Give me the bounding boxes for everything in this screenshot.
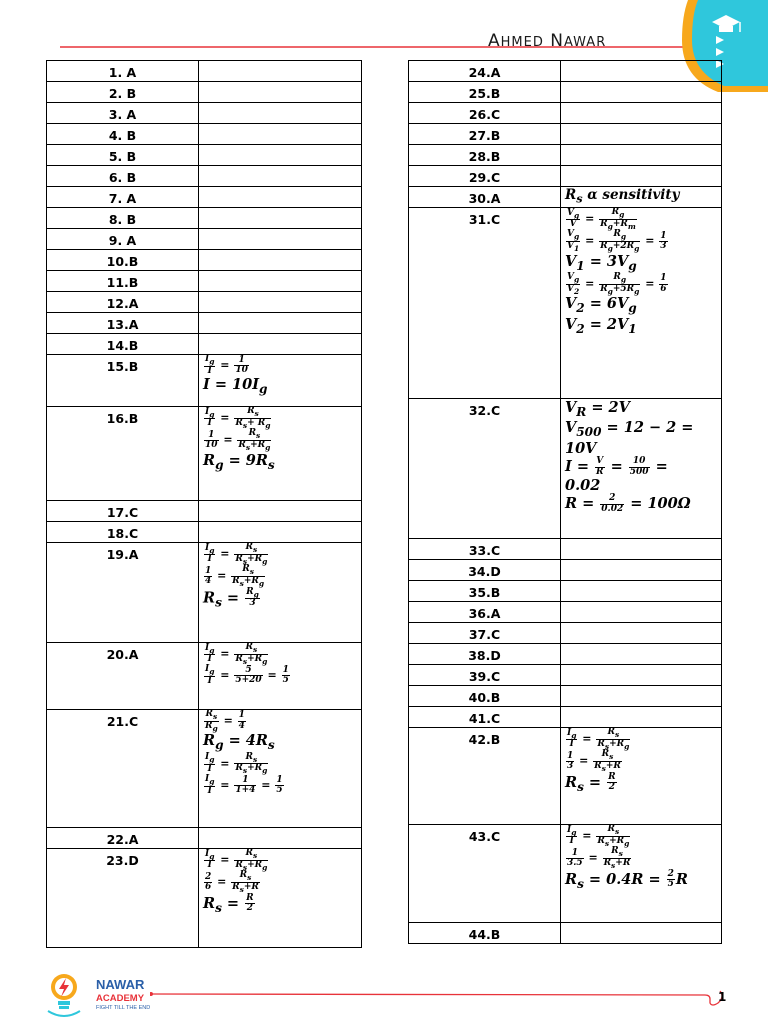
question-number: 41.C	[409, 707, 561, 728]
question-number: 12.A	[47, 292, 199, 313]
question-number: 13.A	[47, 313, 199, 334]
equation: $\frac{I_g}{I}$ = $\frac{R_s}{R_s+R_g}$	[205, 542, 268, 566]
solution-cell	[561, 166, 722, 187]
question-number: 18.C	[47, 522, 199, 543]
question-number: 17.C	[47, 501, 199, 522]
nawar-academy-logo	[44, 967, 154, 1023]
question-number: 22.A	[47, 828, 199, 849]
question-number: 32.C	[409, 399, 561, 539]
question-number: 28.B	[409, 145, 561, 166]
table-row	[409, 686, 722, 707]
table-row	[47, 124, 362, 145]
question-number: 10.B	[47, 250, 199, 271]
solution-cell	[199, 501, 362, 522]
equation: $V_1 = 3V_g$	[565, 252, 637, 273]
equation: $R_g = 4R_s$	[203, 732, 275, 753]
table-row	[409, 825, 722, 923]
equation: $\frac{I_g}{I}$ = $\frac{R_s}{R_s+R_g}$	[205, 751, 268, 776]
solution-cell	[561, 923, 722, 944]
table-row	[47, 543, 362, 643]
table-row	[409, 187, 722, 208]
question-number: 5. B	[47, 145, 199, 166]
equation: $V_{500} = 12 - 2$ =	[565, 419, 694, 440]
question-number: 4. B	[47, 124, 199, 145]
table-row	[47, 643, 362, 710]
table-row	[409, 602, 722, 623]
equation: $\frac{I_g}{I}$ = $\frac{R_s}{R_s+R_g}$	[205, 642, 268, 666]
question-number: 29.C	[409, 166, 561, 187]
equation: 10V	[565, 439, 597, 457]
author-name: AHMED NAWAR	[488, 31, 607, 51]
solution-cell	[561, 82, 722, 103]
solution-cell	[561, 399, 722, 539]
table-row	[47, 82, 362, 103]
question-number: 43.C	[409, 825, 561, 923]
equation: $V_R = 2V$	[565, 399, 630, 419]
equation: $\frac{I_g}{I}$ = $\frac{R_s}{R_s+R_g}$	[567, 727, 630, 751]
solution-cell	[561, 623, 722, 644]
equation: $R_s$ α sensitivity	[565, 187, 680, 206]
table-row	[47, 229, 362, 250]
solution-cell	[561, 145, 722, 166]
question-number: 7. A	[47, 187, 199, 208]
solution-cell	[561, 61, 722, 82]
table-row	[47, 61, 362, 82]
question-number: 8. B	[47, 208, 199, 229]
question-number: 25.B	[409, 82, 561, 103]
equation: $R_s$ = $\frac{R}{2}$	[565, 771, 616, 794]
table-row	[409, 581, 722, 602]
table-row	[47, 522, 362, 543]
question-number: 6. B	[47, 166, 199, 187]
solution-cell	[199, 61, 362, 82]
solution-cell	[199, 828, 362, 849]
solution-cell	[561, 187, 722, 208]
equation: $\frac{I_g}{I}$ = $\frac{R_s}{R_s+ R_g}$	[205, 406, 271, 430]
equation: $\frac{1}{3.5}$ = $\frac{R_s}{R_s+R}$	[567, 846, 631, 870]
footer-rule	[150, 989, 725, 1007]
solution-cell	[199, 543, 362, 643]
svg-text:NAWAR: NAWAR	[96, 977, 145, 992]
question-number: 31.C	[409, 208, 561, 399]
table-row	[409, 124, 722, 145]
question-number: 14.B	[47, 334, 199, 355]
question-number: 19.A	[47, 543, 199, 643]
equation: $R_s$ = $\frac{R}{2}$	[203, 892, 254, 915]
solution-cell	[561, 728, 722, 825]
answers-table-right	[408, 60, 722, 944]
solution-cell	[561, 560, 722, 581]
question-number: 16.B	[47, 407, 199, 501]
table-row	[409, 623, 722, 644]
solution-cell	[561, 581, 722, 602]
solution-cell	[199, 124, 362, 145]
question-number: 20.A	[47, 643, 199, 710]
equation: $\frac{1}{4}$ = $\frac{R_s}{R_s+R_g}$	[205, 564, 265, 588]
equation: $\frac{I_g}{I}$ = $\frac{1}{1+4}$ = $\frac{1}{5}$	[205, 774, 283, 796]
table-row	[47, 103, 362, 124]
question-number: 39.C	[409, 665, 561, 686]
solution-cell	[561, 602, 722, 623]
equation: $\frac{1}{3}$ = $\frac{R_s}{R_s+R}$	[567, 749, 621, 773]
equation: $R_s$ = $\frac{R_g}{3}$	[203, 586, 259, 610]
table-row	[409, 644, 722, 665]
solution-cell	[561, 208, 722, 399]
svg-text:FIGHT TILL THE END: FIGHT TILL THE END	[96, 1005, 151, 1011]
question-number: 9. A	[47, 229, 199, 250]
question-number: 40.B	[409, 686, 561, 707]
question-number: 33.C	[409, 539, 561, 560]
table-row	[409, 728, 722, 825]
solution-cell	[199, 522, 362, 543]
equation: $\frac{I_g}{I}$ = $\frac{5}{5+20}$ = $\frac{1}{5}$	[205, 664, 289, 687]
question-number: 36.A	[409, 602, 561, 623]
table-row	[409, 923, 722, 944]
equation: $\frac{1}{10}$ = $\frac{R_s}{R_s+R_g}$	[205, 428, 271, 452]
question-number: 37.C	[409, 623, 561, 644]
solution-cell	[561, 665, 722, 686]
solution-cell	[561, 686, 722, 707]
table-row	[47, 710, 362, 828]
solution-cell	[199, 355, 362, 407]
equation: $\frac{I_g}{I}$ = $\frac{1}{10}$	[205, 354, 248, 376]
table-row	[47, 355, 362, 407]
table-row	[47, 828, 362, 849]
solution-cell	[199, 407, 362, 501]
table-row	[409, 208, 722, 399]
table-row	[409, 707, 722, 728]
table-row	[47, 271, 362, 292]
solution-cell	[199, 166, 362, 187]
solution-cell	[199, 187, 362, 208]
solution-cell	[199, 643, 362, 710]
table-row	[47, 208, 362, 229]
table-row	[47, 501, 362, 522]
solution-cell	[561, 124, 722, 145]
equation: $V_2 = 6V_g$	[565, 295, 637, 316]
question-number: 38.D	[409, 644, 561, 665]
solution-cell	[199, 103, 362, 124]
table-row	[47, 313, 362, 334]
question-number: 30.A	[409, 187, 561, 208]
question-number: 3. A	[47, 103, 199, 124]
equation: $\frac{2}{6}$ = $\frac{R_s}{R_s+R}$	[205, 870, 259, 894]
question-number: 2. B	[47, 82, 199, 103]
equation: $\frac{I_g}{I}$ = $\frac{R_s}{R_s+R_g}$	[567, 824, 630, 848]
page-number: 1	[718, 990, 727, 1004]
equation: $V_2 = 2V_1$	[565, 315, 637, 336]
equation: $\frac{V_g}{V_2}$ = $\frac{R_g}{R_g+5R_g}$ = $\frac{1}{6}$	[567, 272, 667, 296]
table-row	[409, 103, 722, 124]
solution-cell	[199, 334, 362, 355]
svg-text:ACADEMY: ACADEMY	[96, 993, 145, 1004]
question-number: 34.D	[409, 560, 561, 581]
question-number: 27.B	[409, 124, 561, 145]
equation: $\frac{R_s}{R_g}$ = $\frac{1}{4}$	[205, 709, 245, 733]
question-number: 42.B	[409, 728, 561, 825]
equation: R = $\frac{2}{0.02}$ = 100Ω	[565, 493, 691, 514]
solution-cell	[199, 271, 362, 292]
solution-cell	[561, 103, 722, 124]
table-row	[409, 82, 722, 103]
table-row	[409, 61, 722, 82]
question-number: 26.C	[409, 103, 561, 124]
solution-cell	[199, 229, 362, 250]
table-row	[47, 292, 362, 313]
table-row	[409, 539, 722, 560]
solution-cell	[199, 145, 362, 166]
solution-cell	[561, 825, 722, 923]
table-row	[47, 187, 362, 208]
answers-table-left	[46, 60, 362, 948]
equation: $R_g = 9R_s$	[203, 451, 275, 472]
table-row	[409, 665, 722, 686]
solution-cell	[199, 82, 362, 103]
table-row	[409, 560, 722, 581]
table-row	[47, 849, 362, 948]
table-row	[47, 166, 362, 187]
solution-cell	[199, 710, 362, 828]
table-row	[47, 250, 362, 271]
solution-cell	[561, 707, 722, 728]
question-number: 35.B	[409, 581, 561, 602]
table-row	[409, 145, 722, 166]
equation: $R_s = 0.4R$ = $\frac{2}{5}$ R	[565, 868, 688, 891]
question-number: 21.C	[47, 710, 199, 828]
question-number: 11.B	[47, 271, 199, 292]
table-row	[409, 399, 722, 539]
solution-cell	[199, 292, 362, 313]
equation: I = $\frac{V}{R}$ = $\frac{10}{500}$ =	[565, 456, 668, 477]
table-row	[47, 145, 362, 166]
table-row	[47, 334, 362, 355]
question-number: 24.A	[409, 61, 561, 82]
question-number: 1. A	[47, 61, 199, 82]
equation: $\frac{V_g}{V}$ = $\frac{R_g}{R_g+R_m}$	[567, 207, 636, 231]
equation: $\frac{V_g}{V_1}$ = $\frac{R_g}{R_g+2R_g}$ = $\frac{1}{3}$	[567, 229, 667, 253]
solution-cell	[199, 313, 362, 334]
solution-cell	[199, 849, 362, 948]
question-number: 44.B	[409, 923, 561, 944]
solution-cell	[561, 644, 722, 665]
question-number: 15.B	[47, 355, 199, 407]
table-row	[47, 407, 362, 501]
equation: 0.02	[565, 477, 601, 495]
equation: $\frac{I_g}{I}$ = $\frac{R_s}{R_s+R_g}$	[205, 848, 268, 872]
equation: $I = 10I_g$	[203, 376, 268, 396]
solution-cell	[199, 250, 362, 271]
table-row	[409, 166, 722, 187]
solution-cell	[561, 539, 722, 560]
question-number: 23.D	[47, 849, 199, 948]
solution-cell	[199, 208, 362, 229]
